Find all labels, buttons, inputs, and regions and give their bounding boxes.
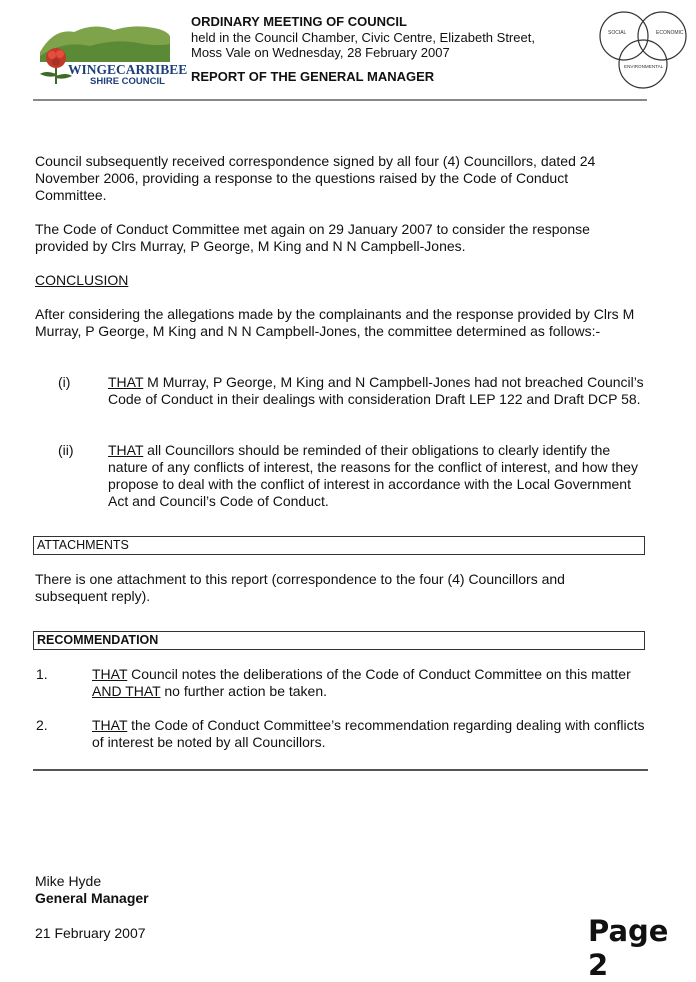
item-number: 1. [36, 666, 48, 682]
item-number: 2. [36, 717, 48, 733]
footer-divider [33, 769, 648, 771]
recommendation-heading: RECOMMENDATION [33, 631, 645, 650]
logo-text-1: WINGECARRIBEE [68, 62, 188, 77]
venn-label-social: SOCIAL [608, 30, 627, 36]
sustainability-venn-icon [596, 8, 692, 88]
page-number: Page 2 [588, 914, 669, 982]
venn-label-economic: ECONOMIC [656, 30, 684, 36]
paragraph-correspondence: Council subsequently received correspondence signed by all four (4) Councillors, dated 24 November 2006, providing a response to the questions raised by the Code of Conduct Committee. [35, 153, 596, 203]
meeting-location: held in the Council Chamber, Civic Centre, Elizabeth Street, [191, 29, 535, 45]
attachments-text: There is one attachment to this report (correspondence to the four (4) Councillors and subsequent reply). [35, 571, 565, 604]
meeting-title: ORDINARY MEETING OF COUNCIL [191, 14, 407, 29]
item-text: THAT M Murray, P George, M King and N Campbell-Jones had not breached Council’s Code of Conduct in their dealings with consideration Draft LEP 122 and Draft DCP 58. [108, 374, 644, 407]
header-divider [33, 99, 647, 101]
header-block [191, 14, 535, 84]
report-title: REPORT OF THE GENERAL MANAGER [191, 68, 435, 84]
venn-label-environmental: ENVIRONMENTAL [624, 64, 664, 69]
item-number: (ii) [58, 442, 74, 458]
signatory-title: General Manager [35, 890, 149, 906]
item-text: THAT Council notes the deliberations of the Code of Conduct Committee on this matter AND THAT no further action be taken. [92, 666, 631, 699]
attachments-heading: ATTACHMENTS [33, 536, 645, 555]
item-text: THAT all Councillors should be reminded of their obligations to clearly identify the nature of any conflicts of interest, the reasons for the conflict of interest, and how they propose to deal with the conflict of interest in accordance with the Local Government Act and Council’s Code of Conduct. [108, 442, 638, 509]
item-number: (i) [58, 374, 71, 390]
report-date: 21 February 2007 [35, 925, 146, 941]
council-logo [34, 18, 188, 90]
item-text: THAT the Code of Conduct Committee’s recommendation regarding dealing with conflicts of interest be noted by all Councillors. [92, 717, 645, 750]
conclusion-heading: CONCLUSION [35, 272, 129, 288]
logo-text-2: SHIRE COUNCIL [90, 76, 165, 87]
paragraph-committee-meeting: The Code of Conduct Committee met again on 29 January 2007 to consider the response provided by Clrs Murray, P George, M King and N N Campbell-Jones. [35, 221, 590, 254]
signatory-name: Mike Hyde [35, 873, 102, 889]
meeting-date: Moss Vale on Wednesday, 28 February 2007 [191, 45, 450, 60]
paragraph-determination: After considering the allegations made by the complainants and the response provided by Clrs M Murray, P George, M King and N N Campbell-Jones, the committee determined as follows:- [35, 306, 635, 339]
